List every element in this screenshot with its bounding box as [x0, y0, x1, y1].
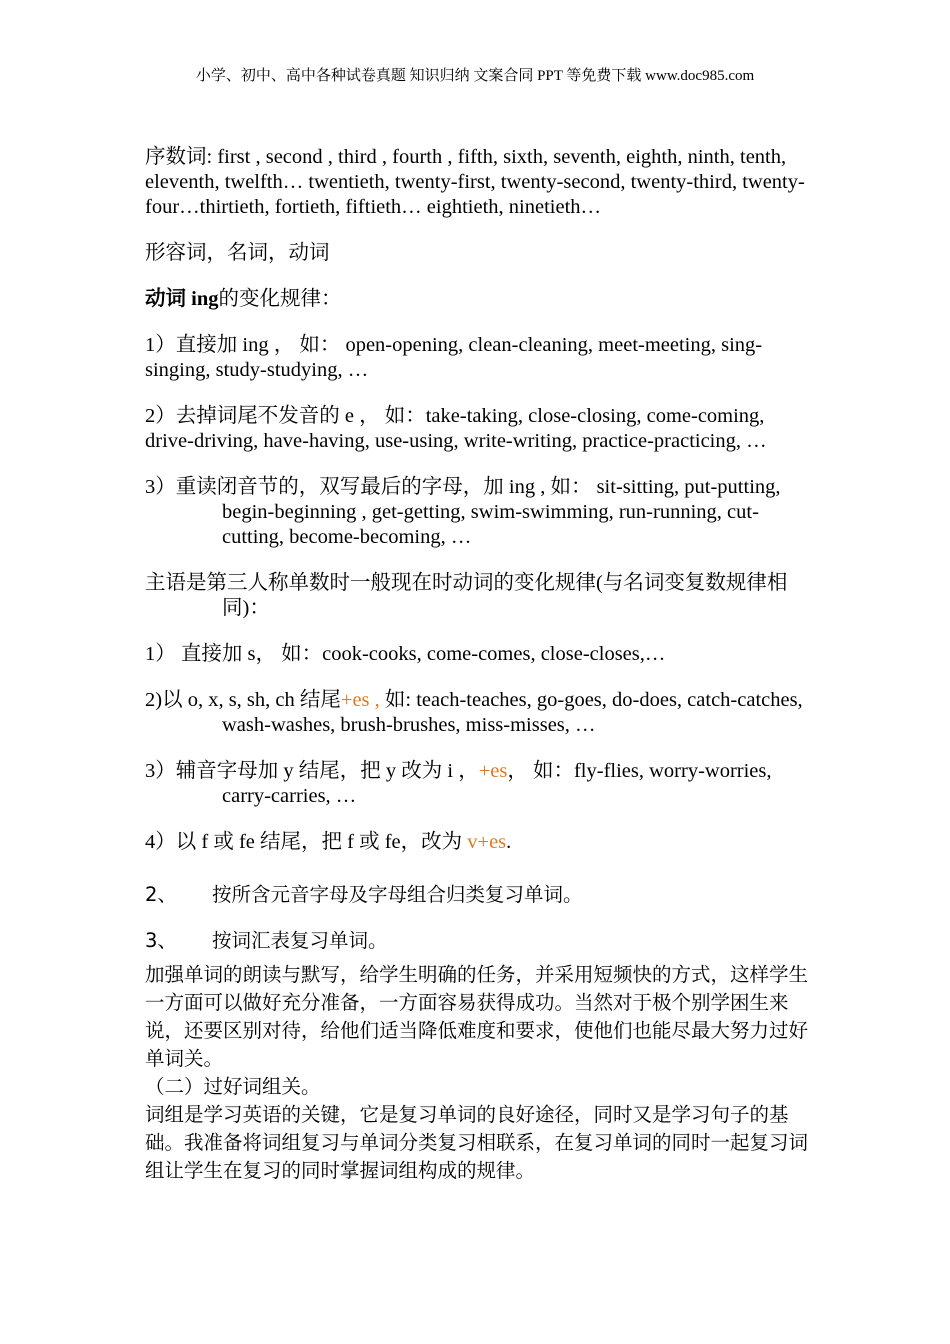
third-person-rule-4 — [145, 830, 810, 855]
ing-rule-1: 1）直接加 ing ， 如： open-opening, clean-cleaning, meet-meeting, sing-singing, study-studying, … — [145, 334, 763, 381]
ordinal-numbers-paragraph: 序数词: first , second , third , fourth , fifth, sixth, seventh, eighth, ninth, tenth, eleventh, twelfth… twentieth, twenty-first, twenty-second, twenty-third, twenty-four…thirtieth, fortieth, fiftieth… eightieth, ninetieth… — [145, 146, 805, 218]
third-person-rule-3 — [145, 759, 810, 809]
numbered-item-number: 2、 — [145, 883, 177, 906]
closing-paragraph-1: 加强单词的朗读与默写，给学生明确的任务，并采用短频快的方式，这样学生一方面可以做好充分准备，一方面容易获得成功。当然对于极个别学困生来说，还要区别对待，给他们适当降低难度和要求，使他们也能尽最大努力过好单词关。 — [145, 963, 809, 1070]
numbered-item-number: 3、 — [145, 929, 177, 952]
rule-4-text-b: . — [506, 831, 512, 853]
ing-rule-2: 2）去掉词尾不发音的 e ， 如：take-taking, close-closing, come-coming, drive-driving, have-having, use-using, write-writing, practice-practicing, … — [145, 405, 767, 452]
rule-2-text-a: 2)以 o, x, s, sh, ch 结尾 — [145, 689, 341, 711]
third-person-heading: 主语是第三人称单数时一般现在时动词的变化规律(与名词变复数规律相同)： — [145, 572, 788, 619]
rule-3-text-b: ， 如：fly-flies, worry-worries, carry-carries, … — [222, 760, 772, 807]
rule-3-text-a: 3）辅音字母加 y 结尾，把 y 改为 i ， — [145, 760, 479, 782]
rule-4-accent: v+es — [467, 831, 507, 853]
numbered-item-2 — [145, 881, 810, 909]
ing-rules-heading-bold: 动词 ing — [145, 288, 219, 310]
header-text: 小学、初中、高中各种试卷真题 知识归纳 文案合同 PPT 等免费下载 www.doc985.com — [195, 68, 755, 84]
adj-noun-verb-line: 形容词，名词，动词 — [145, 242, 330, 264]
third-person-rule-1: 1） 直接加 s， 如：cook-cooks, come-comes, close-closes,… — [145, 643, 666, 665]
numbered-item-text: 按所含元音字母及字母组合归类复习单词。 — [212, 883, 583, 906]
closing-subheading: （二）过好词组关。 — [145, 1075, 321, 1098]
closing-paragraph-2: 词组是学习英语的关键，它是复习单词的良好途径，同时又是学习句子的基础。我准备将词组复习与单词分类复习相联系，在复习单词的同时一起复习词组让学生在复习的同时掌握词组构成的规律。 — [145, 1103, 809, 1182]
rule-2-accent: +es , — [340, 689, 380, 711]
rule-3-accent: +es — [478, 760, 508, 782]
ing-rules-heading — [145, 287, 810, 312]
rule-4-text-a: 4）以 f 或 fe 结尾，把 f 或 fe，改为 — [145, 831, 468, 853]
page-header — [0, 66, 950, 86]
ing-rule-3: 3）重读闭音节的，双写最后的字母，加 ing , 如： sit-sitting, put-putting, begin-beginning , get-getting, swim-swimming, run-running, cut-cutting, become-becoming, … — [145, 476, 781, 548]
numbered-item-text: 按词汇表复习单词。 — [212, 929, 388, 952]
third-person-rule-2 — [145, 688, 810, 738]
numbered-item-3 — [145, 927, 810, 955]
rule-2-text-b: 如: teach-teaches, go-goes, do-does, catch-catches, wash-washes, brush-brushes, miss-misses, … — [222, 689, 803, 736]
document-body — [145, 145, 810, 1185]
ing-rules-heading-rest: 的变化规律： — [218, 288, 342, 310]
